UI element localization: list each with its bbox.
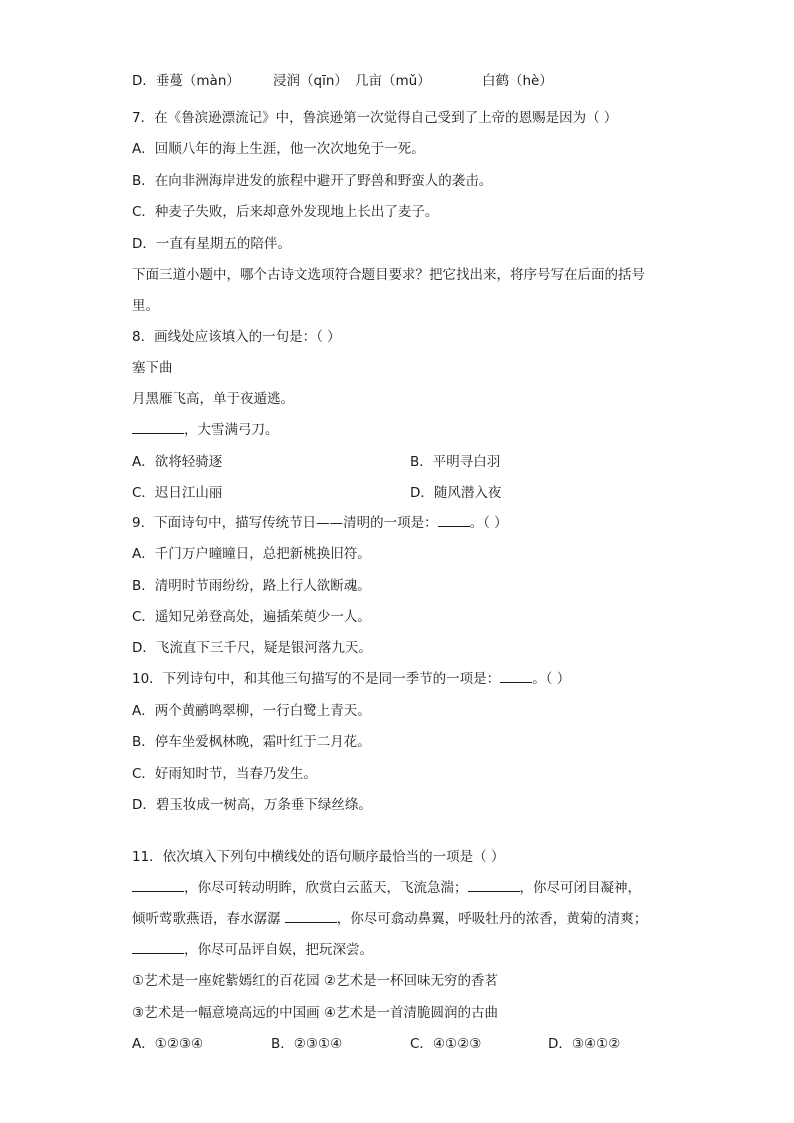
q11-items-line-1: ①艺术是一座姹紫嫣红的百花园 ②艺术是一杯回味无穷的香茗	[132, 973, 498, 989]
instruction-line-2: 里。	[132, 298, 159, 314]
q7-option-d: D．一直有星期五的陪伴。	[132, 236, 291, 252]
answer-blank	[132, 421, 184, 434]
instruction-line-1: 下面三道小题中，哪个古诗文选项符合题目要求？把它找出来，将序号写在后面的括号	[132, 267, 645, 283]
q9-stem-tail: 。（ ）	[469, 515, 508, 531]
q10-stem-text: 10．下列诗句中，和其他三句描写的不是同一季节的一项是：	[132, 671, 501, 687]
q10-option-d: D．碧玉妆成一树高，万条垂下绿丝绦。	[132, 797, 372, 813]
q9-option-d: D．飞流直下三千尺，疑是银河落九天。	[132, 640, 372, 656]
q11-option-b: B．②③①④	[271, 1036, 343, 1052]
answer-blank	[132, 941, 184, 954]
q6-word-2: 浸润（qīn）	[273, 73, 348, 89]
q10-stem	[132, 670, 570, 688]
q11-items-line-2: ③艺术是一幅意境高远的中国画 ④艺术是一首清脆圆润的古曲	[132, 1005, 498, 1021]
q11-line-1-seg-1: ，你尽可转动明眸，欣赏白云蓝天，飞流急湍；	[184, 880, 468, 896]
q11-line-1	[132, 879, 641, 897]
q9-stem-text: 9．下面诗句中，描写传统节日——清明的一项是：	[132, 515, 438, 531]
q6-word-1: 垂蔓（màn）	[155, 73, 240, 89]
q8-option-c: C．迟日江山丽	[132, 485, 223, 501]
q8-option-d: D．随风潜入夜	[410, 485, 502, 501]
q11-line-3	[132, 941, 373, 959]
answer-blank	[438, 514, 470, 527]
q11-line-2-seg-1: 倾听莺歌燕语，春水潺潺	[132, 911, 285, 927]
q8-stem: 8．画线处应该填入的一句是：（ ）	[132, 329, 341, 345]
q11-option-c: C．④①②③	[410, 1036, 482, 1052]
q7-option-b: B．在向非洲海岸进发的旅程中避开了野兽和野蛮人的袭击。	[132, 173, 493, 189]
q7-option-c: C．种麦子失败，后来却意外发现地上长出了麦子。	[132, 204, 439, 220]
q6-word-3: 几亩（mǔ）	[355, 73, 431, 89]
q6-word-4: 白鹤（hè）	[482, 73, 553, 89]
q11-option-a: A．①②③④	[132, 1036, 204, 1052]
q11-line-2-seg-2: ，你尽可翕动鼻翼，呼吸牡丹的浓香，黄菊的清爽；	[336, 911, 648, 927]
q10-option-a: A．两个黄鹂鸣翠柳，一行白鹭上青天。	[132, 703, 371, 719]
answer-blank	[500, 670, 532, 683]
q8-option-a: A．欲将轻骑逐	[132, 454, 223, 470]
answer-blank	[132, 879, 184, 892]
answer-blank	[285, 910, 337, 923]
q10-option-b: B．停车坐爱枫林晚，霜叶红于二月花。	[132, 734, 371, 750]
q8-poem-line-1: 月黑雁飞高，单于夜遁逃。	[132, 391, 294, 407]
q11-line-1-seg-2: ，你尽可闭目凝神，	[519, 880, 641, 896]
q9-option-c: C．遥知兄弟登高处，遍插茱萸少一人。	[132, 609, 371, 625]
q10-option-c: C．好雨知时节，当春乃发生。	[132, 766, 317, 782]
q9-option-b: B．清明时节雨纷纷，路上行人欲断魂。	[132, 578, 371, 594]
answer-blank	[468, 879, 520, 892]
q6-option-d-label: D．	[132, 73, 156, 89]
q7-option-a: A．回顺八年的海上生涯，他一次次地免于一死。	[132, 141, 425, 157]
q11-line-2	[132, 910, 647, 928]
q11-line-3-seg-1: ，你尽可品评自娱，把玩深尝。	[184, 942, 373, 958]
q10-stem-tail: 。（ ）	[532, 671, 571, 687]
q8-poem-line-2	[132, 421, 279, 439]
q7-stem: 7．在《鲁滨逊漂流记》中，鲁滨逊第一次觉得自己受到了上帝的恩赐是因为（ ）	[132, 110, 618, 126]
q9-option-a: A．千门万户曈曈日，总把新桃换旧符。	[132, 546, 371, 562]
q11-option-d: D．③④①②	[548, 1036, 621, 1052]
q8-poem-line-2-text: ，大雪满弓刀。	[184, 422, 279, 438]
q9-stem	[132, 514, 508, 532]
q8-poem-title: 塞下曲	[132, 360, 173, 376]
q8-option-b: B．平明寻白羽	[410, 454, 501, 470]
q6-option-d	[132, 72, 240, 90]
q11-stem: 11．依次填入下列句中横线处的语句顺序最恰当的一项是（ ）	[132, 849, 505, 865]
